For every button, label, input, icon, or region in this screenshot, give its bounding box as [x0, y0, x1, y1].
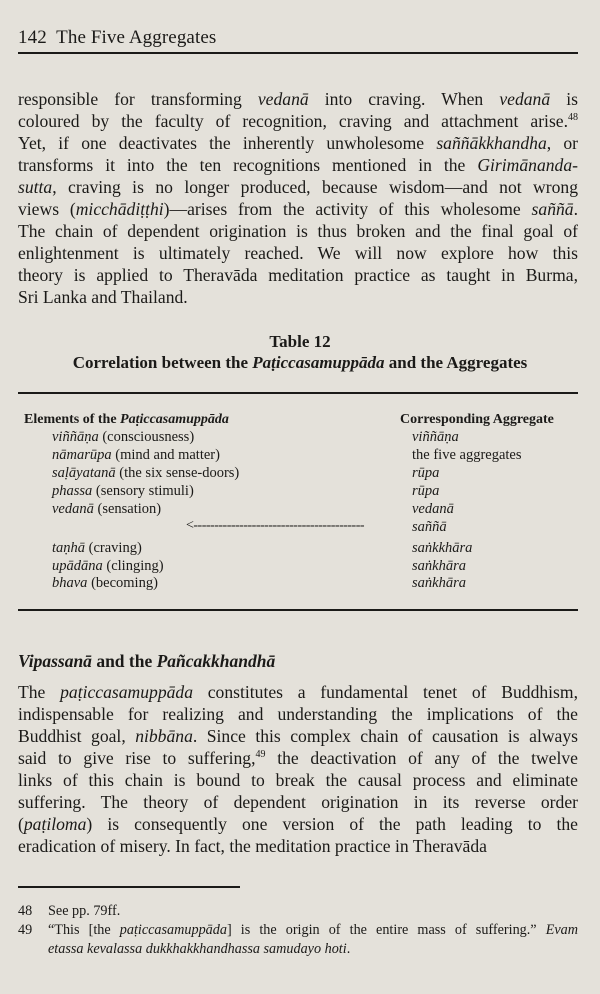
- italic-term: vedanā: [52, 501, 94, 517]
- table-row-element: bhava (becoming): [52, 575, 158, 591]
- table-number: Table 12: [269, 332, 331, 351]
- text-line: The paṭiccasamuppāda constitutes a fundamental tenet of Buddhism,: [18, 682, 578, 702]
- text-line: suffering. The theory of dependent origination in its reverse order: [18, 792, 578, 812]
- table-row-aggregate: [412, 558, 466, 575]
- text-line: said to give rise to suffering,$^{49}$ the deactivation of any of the twelve: [18, 748, 578, 768]
- italic-term: Girimānanda-: [477, 155, 578, 175]
- text-line: Sri Lanka and Thailand.: [18, 287, 188, 307]
- table-top-rule: [18, 392, 578, 394]
- table-row-element: phassa (sensory stimuli): [52, 483, 194, 499]
- italic-term: saṅkhāra: [412, 575, 466, 591]
- italic-term: saḷāyatanā: [52, 465, 116, 481]
- footnote-ref[interactable]: 48: [568, 112, 578, 123]
- table-row-aggregate: [412, 465, 439, 482]
- section-heading: Vipassanā and the Pañcakkhandhā: [18, 651, 276, 671]
- arrow-left-icon: <-----------------------------------------: [186, 518, 365, 533]
- table-row-aggregate: [412, 429, 459, 446]
- italic-term: phassa: [52, 483, 93, 499]
- table-row-element: vedanā (sensation): [52, 501, 162, 517]
- table-row-aggregate: [412, 540, 472, 557]
- running-head: [18, 27, 216, 49]
- text-line: Buddhist goal, nibbāna. Since this complex chain of causation is always: [18, 726, 578, 746]
- text-line: sutta, craving is no longer produced, because wisdom—and not wrong: [18, 177, 578, 197]
- italic-term: saṅkkhāra: [412, 540, 473, 556]
- italic-term: saññā: [531, 199, 574, 219]
- italic-term: rūpa: [412, 483, 440, 499]
- text-line: responsible for transforming vedanā into craving. When vedanā is: [18, 89, 578, 109]
- table-row-aggregate: [412, 575, 466, 592]
- italic-term: Evam: [545, 922, 579, 938]
- italic-term: vedanā: [499, 89, 551, 109]
- footnote-text: See pp. 79ff.: [48, 903, 121, 919]
- table-row-aggregate: [412, 501, 454, 518]
- table-caption: Correlation between the Paṭiccasamuppāda and the Aggregates: [72, 353, 528, 372]
- italic-term: bhava: [52, 575, 88, 591]
- italic-term: saññā: [412, 519, 447, 535]
- text-line: theory is applied to Theravāda meditation practice as taught in Burma,: [18, 265, 578, 285]
- italic-term: nibbāna: [135, 726, 193, 746]
- text-line: links of this chain is bound to break the causal process and eliminate: [18, 770, 578, 790]
- footnote-number: 49: [18, 922, 33, 938]
- italic-term: paṭiccasamuppāda: [60, 682, 194, 702]
- footnote-rule: [18, 886, 240, 888]
- text-line: transforms it into the ten recognitions mentioned in the Girimānanda-: [18, 155, 578, 175]
- table-col2-header: Corresponding Aggregate: [400, 412, 554, 427]
- intro-paragraph: [18, 88, 578, 308]
- text-line: indispensable for realizing and understanding the implications of the: [18, 704, 578, 724]
- table-row-aggregate: [412, 519, 447, 536]
- table-row-element: nāmarūpa (mind and matter): [52, 447, 220, 463]
- table-col1-header: Elements of the Paṭiccasamuppāda: [24, 412, 229, 427]
- italic-term: viññāṇa: [52, 429, 99, 445]
- text-line: views (micchādiṭṭhi)—arises from the activity of this wholesome saññā.: [18, 199, 578, 219]
- body-paragraph: [18, 681, 578, 857]
- footnote-text: “This [the paṭiccasamuppāda] is the origin of the entire mass of suffering.” Evam: [48, 922, 579, 938]
- text-line: coloured by the faculty of recognition, craving and attachment arise.$^{48}$: [18, 111, 578, 131]
- italic-term: paṭiccasamuppāda: [119, 922, 227, 938]
- italic-term: saṅkhāra: [412, 558, 466, 574]
- italic-term: etassa kevalassa dukkhakkhandhassa samudayo hoti: [48, 941, 347, 957]
- text-line: eradication of misery. In fact, the meditation practice in Theravāda: [18, 836, 487, 856]
- text-line: The chain of dependent origination is thus broken and the final goal of: [18, 221, 578, 241]
- table-row-element: saḷāyatanā (the six sense-doors): [52, 465, 240, 481]
- footnote-ref[interactable]: 49: [255, 749, 266, 760]
- italic-term: rūpa: [412, 465, 440, 481]
- table-row-element: upādāna (clinging): [52, 558, 164, 574]
- italic-term: nāmarūpa: [52, 447, 112, 463]
- page-number: 142: [18, 27, 47, 48]
- italic-term: vedanā: [257, 89, 309, 109]
- table-row-aggregate: the five aggregates: [412, 447, 522, 463]
- italic-term: taṇhā: [52, 540, 86, 556]
- text-line: (paṭiloma) is consequently one version of the path leading to the: [18, 814, 578, 834]
- italic-term: viññāṇa: [412, 429, 459, 445]
- table-row-aggregate: [412, 483, 439, 500]
- italic-term: saññākkhandha: [436, 133, 547, 153]
- italic-term: vedanā: [412, 501, 454, 517]
- italic-term: paṭiloma: [23, 814, 87, 834]
- italic-term: upādāna: [52, 558, 103, 574]
- table-row-element: viññāṇa (consciousness): [52, 429, 195, 445]
- table-row-element: taṇhā (craving): [52, 540, 142, 556]
- footnote-text: etassa kevalassa dukkhakkhandhassa samudayo hoti.: [48, 941, 351, 957]
- text-line: Yet, if one deactivates the inherently unwholesome saññākkhandha, or: [18, 133, 579, 153]
- table-bottom-rule: [18, 609, 578, 611]
- header-rule: [18, 52, 578, 54]
- running-title: The Five Aggregates: [56, 27, 217, 48]
- italic-term: sutta: [18, 177, 53, 197]
- text-line: enlightenment is ultimately reached. We will now explore how this: [18, 243, 578, 263]
- italic-term: micchādiṭṭhi: [75, 199, 164, 219]
- footnote-number: 48: [18, 903, 33, 919]
